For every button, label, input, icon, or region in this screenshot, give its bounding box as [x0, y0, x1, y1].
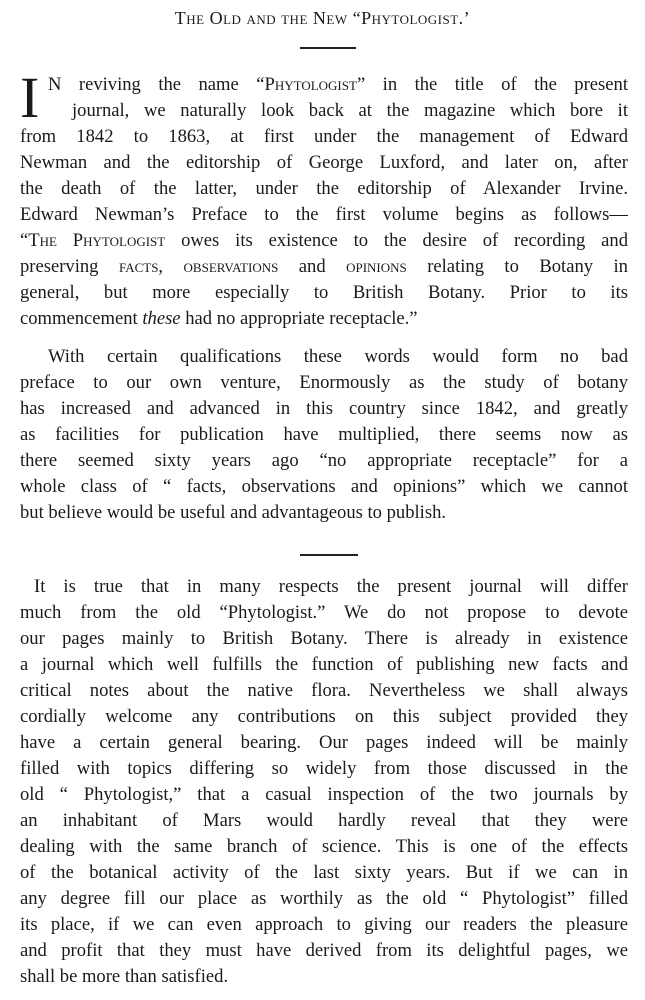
text-line [20, 474, 628, 500]
paragraph-2 [20, 344, 628, 526]
text-run: and [278, 256, 347, 277]
text-run: as facilities for publication have multiplied, there seems now as [20, 424, 628, 445]
text-line [20, 370, 628, 396]
italic-text: these [142, 308, 181, 329]
text-run: “ [20, 230, 29, 251]
text-line [20, 782, 628, 808]
text-line [20, 756, 628, 782]
text-line [20, 176, 628, 202]
text-line [20, 886, 628, 912]
text-run: relating to Botany in [406, 256, 628, 277]
small-caps-text: Phytologist [264, 74, 357, 95]
article-title: The Old and the New “Phytologist.’ [174, 8, 471, 28]
text-run: shall be more than satisfied. [20, 966, 229, 987]
text-line [20, 344, 628, 370]
text-run: ” in the title of the present [356, 74, 628, 95]
text-line [20, 448, 628, 474]
text-run: Newman and the editorship of George Luxford, and later on, after [20, 152, 628, 173]
text-run: much from the old “Phytologist.” We do not propose to devote [20, 602, 628, 623]
text-line [20, 834, 628, 860]
text-run: from 1842 to 1863, at first under the management of Edward [20, 126, 628, 147]
text-line [20, 574, 628, 600]
text-run: preface to our own venture, Enormously as the study of botany [20, 372, 628, 393]
text-run: and profit that they must have derived from its delightful pages, we [20, 940, 628, 961]
text-run: had no appropriate receptacle.” [180, 308, 418, 329]
text-line [20, 808, 628, 834]
text-run: any degree fill our place as worthily as the old “ Phytologist” filled [20, 888, 628, 909]
text-run: our pages mainly to British Botany. There is already in existence [20, 628, 628, 649]
text-line [20, 72, 628, 98]
text-line [20, 254, 628, 280]
text-run: of the botanical activity of the last sixty years. But if we can in [20, 862, 628, 883]
paragraph-1 [20, 65, 628, 332]
text-run: have a certain general bearing. Our pages indeed will be mainly [20, 732, 628, 753]
text-run: critical notes about the native flora. Nevertheless we shall always [20, 680, 628, 701]
text-line [20, 678, 628, 704]
text-line [20, 652, 628, 678]
text-line [20, 422, 628, 448]
paragraph-3 [20, 574, 628, 990]
text-run: cordially welcome any contributions on this subject provided they [20, 706, 628, 727]
text-line [20, 228, 628, 254]
text-line [20, 124, 628, 150]
text-run: general, but more especially to British Botany. Prior to its [20, 282, 628, 303]
text-line [20, 704, 628, 730]
text-run: Edward Newman’s Preface to the first volume begins as follows— [20, 204, 628, 225]
text-line [20, 626, 628, 652]
text-run: filled with topics differing so widely from those discussed in the [20, 758, 628, 779]
text-run: there seemed sixty years ago “no appropriate receptacle” for a [20, 450, 628, 471]
text-run: whole class of “ facts, observations and opinions” which we cannot [20, 476, 628, 497]
text-line [20, 600, 628, 626]
drop-cap: I [20, 65, 40, 130]
section-divider [300, 554, 358, 556]
text-line [20, 98, 628, 124]
text-line [20, 860, 628, 886]
text-line [20, 730, 628, 756]
text-run: the death of the latter, under the editorship of Alexander Irvine. [20, 178, 628, 199]
text-line [20, 202, 628, 228]
text-run: journal, we naturally look back at the magazine which bore it [72, 100, 628, 121]
title-divider [300, 47, 356, 49]
text-run: dealing with the same branch of science. This is one of the effects [20, 836, 628, 857]
text-run: a journal which well fulfills the function of publishing new facts and [20, 654, 628, 675]
text-line [20, 912, 628, 938]
small-caps-text: The Phytologist [28, 230, 166, 251]
text-line [20, 396, 628, 422]
text-run: It is true that in many respects the present journal will differ [34, 576, 628, 597]
text-run: With certain qualifications these words would form no bad [48, 346, 628, 367]
text-run: its place, if we can even approach to giving our readers the pleasure [20, 914, 628, 935]
text-line [20, 150, 628, 176]
text-run: old “ Phytologist,” that a casual inspection of the two journals by [20, 784, 628, 805]
text-run: commencement [20, 308, 143, 329]
text-line [20, 500, 628, 526]
text-run: owes its existence to the desire of recording and [165, 230, 628, 251]
text-line [20, 306, 628, 332]
small-caps-text: facts, observations [118, 256, 279, 277]
text-line [20, 964, 628, 990]
small-caps-text: opinions [346, 256, 407, 277]
text-run: N reviving the name “ [48, 74, 265, 95]
text-line [20, 938, 628, 964]
text-run: has increased and advanced in this country since 1842, and greatly [20, 398, 628, 419]
text-run: an inhabitant of Mars would hardly reveal that they were [20, 810, 628, 831]
text-run: preserving [20, 256, 119, 277]
text-line [20, 280, 628, 306]
text-run: but believe would be useful and advantageous to publish. [20, 502, 447, 523]
